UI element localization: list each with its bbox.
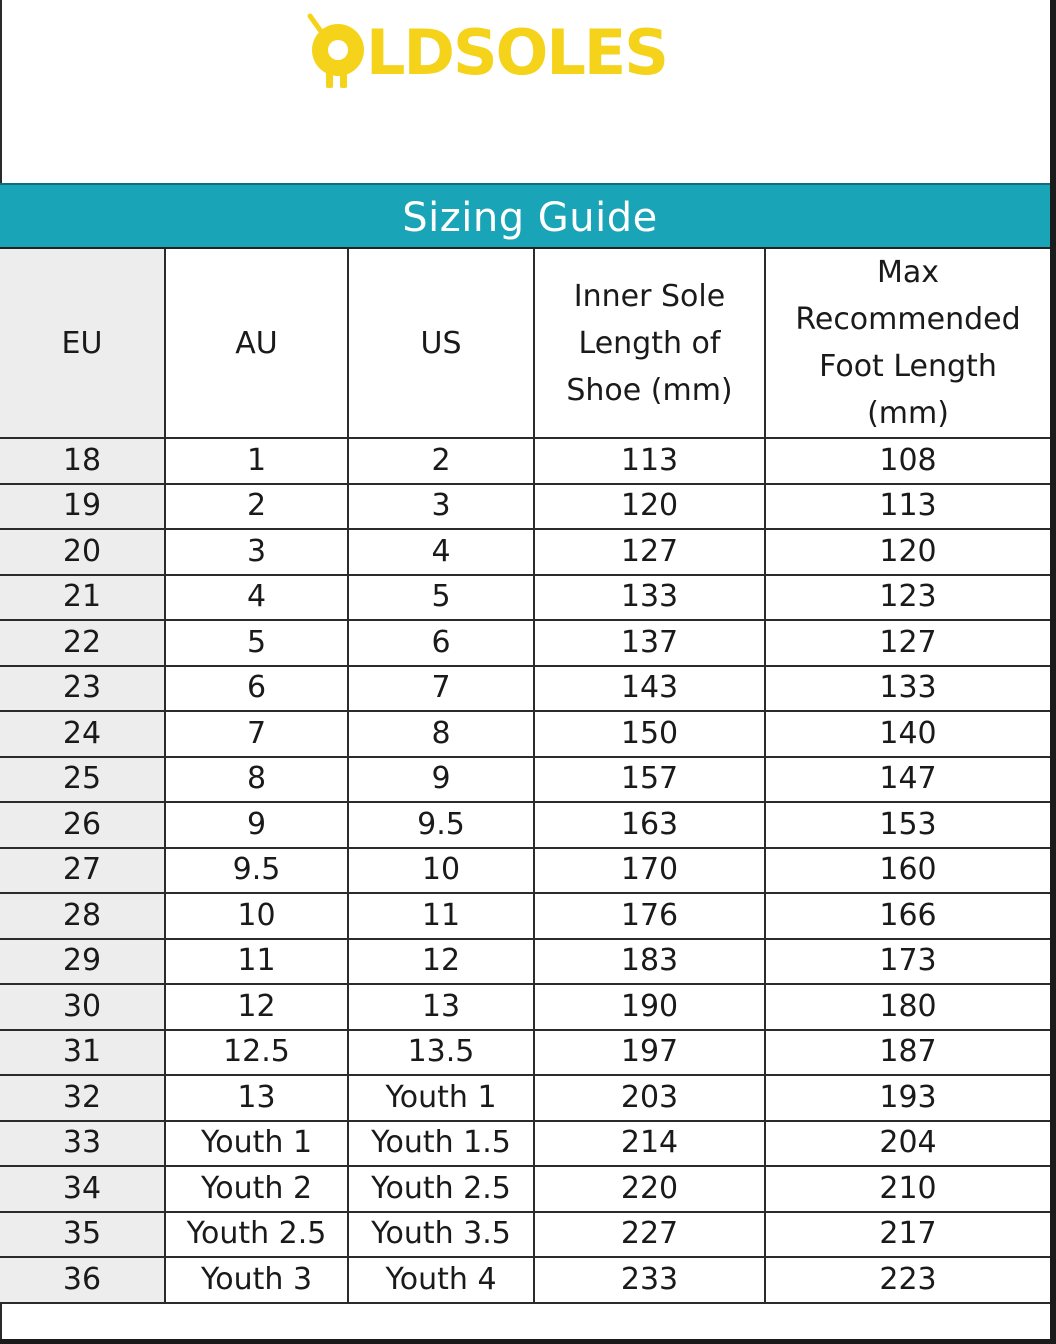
header-eu: EU <box>0 249 165 438</box>
table-row <box>0 984 1050 1030</box>
cell-us: 8 <box>348 711 534 757</box>
cell-max-foot: 113 <box>765 484 1050 530</box>
cell-inner-sole: 170 <box>534 848 765 894</box>
cell-max-foot: 133 <box>765 666 1050 712</box>
cell-inner-sole: 133 <box>534 575 765 621</box>
cell-au: 8 <box>165 757 348 803</box>
sizing-table <box>0 249 1050 1304</box>
cell-max-foot: 166 <box>765 893 1050 939</box>
cell-au: Youth 2 <box>165 1166 348 1212</box>
cell-us: 4 <box>348 529 534 575</box>
cell-au: 5 <box>165 620 348 666</box>
header-inner-sole-line: Length of <box>578 325 721 361</box>
cell-inner-sole: 113 <box>534 438 765 484</box>
cell-us: 10 <box>348 848 534 894</box>
cell-eu: 20 <box>0 529 165 575</box>
cell-us: 6 <box>348 620 534 666</box>
cell-us: 13.5 <box>348 1030 534 1076</box>
cell-au: Youth 1 <box>165 1121 348 1167</box>
cell-inner-sole: 143 <box>534 666 765 712</box>
cell-us: Youth 2.5 <box>348 1166 534 1212</box>
cell-us: 12 <box>348 939 534 985</box>
cell-us: 9.5 <box>348 802 534 848</box>
cell-eu: 24 <box>0 711 165 757</box>
cell-eu: 23 <box>0 666 165 712</box>
cell-eu: 28 <box>0 893 165 939</box>
cell-inner-sole: 176 <box>534 893 765 939</box>
cell-inner-sole: 163 <box>534 802 765 848</box>
cell-eu: 22 <box>0 620 165 666</box>
cell-max-foot: 123 <box>765 575 1050 621</box>
table-row <box>0 939 1050 985</box>
cell-eu: 32 <box>0 1075 165 1121</box>
cell-us: Youth 1 <box>348 1075 534 1121</box>
cell-us: 5 <box>348 575 534 621</box>
table-row <box>0 575 1050 621</box>
cell-eu: 26 <box>0 802 165 848</box>
table-row <box>0 848 1050 894</box>
sizing-table-header-row <box>0 249 1050 438</box>
cell-max-foot: 187 <box>765 1030 1050 1076</box>
cell-au: 11 <box>165 939 348 985</box>
cell-au: 7 <box>165 711 348 757</box>
table-row <box>0 1166 1050 1212</box>
cell-inner-sole: 220 <box>534 1166 765 1212</box>
cell-us: Youth 3.5 <box>348 1212 534 1258</box>
cell-eu: 31 <box>0 1030 165 1076</box>
cell-inner-sole: 127 <box>534 529 765 575</box>
cell-inner-sole: 120 <box>534 484 765 530</box>
cell-us: 13 <box>348 984 534 1030</box>
cell-au: 2 <box>165 484 348 530</box>
table-row <box>0 802 1050 848</box>
header-max-foot-line: Max <box>876 255 939 290</box>
cell-inner-sole: 233 <box>534 1257 765 1303</box>
cell-max-foot: 217 <box>765 1212 1050 1258</box>
cell-inner-sole: 157 <box>534 757 765 803</box>
header-inner-sole-length <box>534 249 765 438</box>
header-max-foot-line: Foot Length <box>819 349 997 384</box>
oldsoles-logo-graphic <box>300 10 690 94</box>
table-row <box>0 438 1050 484</box>
cell-inner-sole: 227 <box>534 1212 765 1258</box>
table-row <box>0 1121 1050 1167</box>
cell-max-foot: 108 <box>765 438 1050 484</box>
cell-us: 11 <box>348 893 534 939</box>
cell-us: 3 <box>348 484 534 530</box>
header-au: AU <box>165 249 348 438</box>
cell-max-foot: 223 <box>765 1257 1050 1303</box>
header-max-foot-length <box>765 249 1050 438</box>
page-border-bottom <box>0 1339 1056 1344</box>
cell-eu: 34 <box>0 1166 165 1212</box>
cell-inner-sole: 183 <box>534 939 765 985</box>
sizing-guide-banner <box>0 183 1050 249</box>
cell-inner-sole: 137 <box>534 620 765 666</box>
table-row <box>0 711 1050 757</box>
cell-au: 4 <box>165 575 348 621</box>
cell-eu: 27 <box>0 848 165 894</box>
cell-inner-sole: 214 <box>534 1121 765 1167</box>
cell-max-foot: 180 <box>765 984 1050 1030</box>
cell-inner-sole: 197 <box>534 1030 765 1076</box>
oldsoles-logo <box>300 10 690 94</box>
cell-inner-sole: 190 <box>534 984 765 1030</box>
cell-eu: 29 <box>0 939 165 985</box>
cell-max-foot: 173 <box>765 939 1050 985</box>
cell-au: 10 <box>165 893 348 939</box>
cell-au: 13 <box>165 1075 348 1121</box>
cell-us: 7 <box>348 666 534 712</box>
cell-max-foot: 127 <box>765 620 1050 666</box>
cell-us: 2 <box>348 438 534 484</box>
cell-au: 3 <box>165 529 348 575</box>
cell-inner-sole: 150 <box>534 711 765 757</box>
cell-au: 9 <box>165 802 348 848</box>
cell-eu: 36 <box>0 1257 165 1303</box>
cell-au: 1 <box>165 438 348 484</box>
cell-eu: 19 <box>0 484 165 530</box>
table-row <box>0 1075 1050 1121</box>
cell-eu: 30 <box>0 984 165 1030</box>
logo-wordmark: LDSOLES <box>366 16 667 89</box>
cell-us: Youth 4 <box>348 1257 534 1303</box>
header-us: US <box>348 249 534 438</box>
cell-us: Youth 1.5 <box>348 1121 534 1167</box>
header-inner-sole-line: Inner Sole <box>573 278 726 314</box>
cell-au: 9.5 <box>165 848 348 894</box>
table-row <box>0 529 1050 575</box>
cell-au: Youth 3 <box>165 1257 348 1303</box>
cell-max-foot: 204 <box>765 1121 1050 1167</box>
cell-max-foot: 193 <box>765 1075 1050 1121</box>
cell-au: 12 <box>165 984 348 1030</box>
cell-au: 6 <box>165 666 348 712</box>
table-row <box>0 484 1050 530</box>
cell-max-foot: 160 <box>765 848 1050 894</box>
header-max-foot-line: (mm) <box>867 396 949 431</box>
table-row <box>0 666 1050 712</box>
page-border-right <box>1050 0 1056 1344</box>
cell-max-foot: 140 <box>765 711 1050 757</box>
cell-max-foot: 210 <box>765 1166 1050 1212</box>
table-row <box>0 1257 1050 1303</box>
cell-eu: 35 <box>0 1212 165 1258</box>
cell-au: Youth 2.5 <box>165 1212 348 1258</box>
cell-inner-sole: 203 <box>534 1075 765 1121</box>
cell-eu: 25 <box>0 757 165 803</box>
table-row <box>0 620 1050 666</box>
table-row <box>0 757 1050 803</box>
cell-au: 12.5 <box>165 1030 348 1076</box>
cell-eu: 18 <box>0 438 165 484</box>
header-inner-sole-line: Shoe (mm) <box>566 372 733 408</box>
cell-eu: 33 <box>0 1121 165 1167</box>
table-row <box>0 1212 1050 1258</box>
cell-max-foot: 147 <box>765 757 1050 803</box>
cell-max-foot: 120 <box>765 529 1050 575</box>
cell-max-foot: 153 <box>765 802 1050 848</box>
header-max-foot-line: Recommended <box>795 302 1021 337</box>
cell-eu: 21 <box>0 575 165 621</box>
sizing-guide-title: Sizing Guide <box>402 195 658 241</box>
table-row <box>0 893 1050 939</box>
table-row <box>0 1030 1050 1076</box>
cell-us: 9 <box>348 757 534 803</box>
